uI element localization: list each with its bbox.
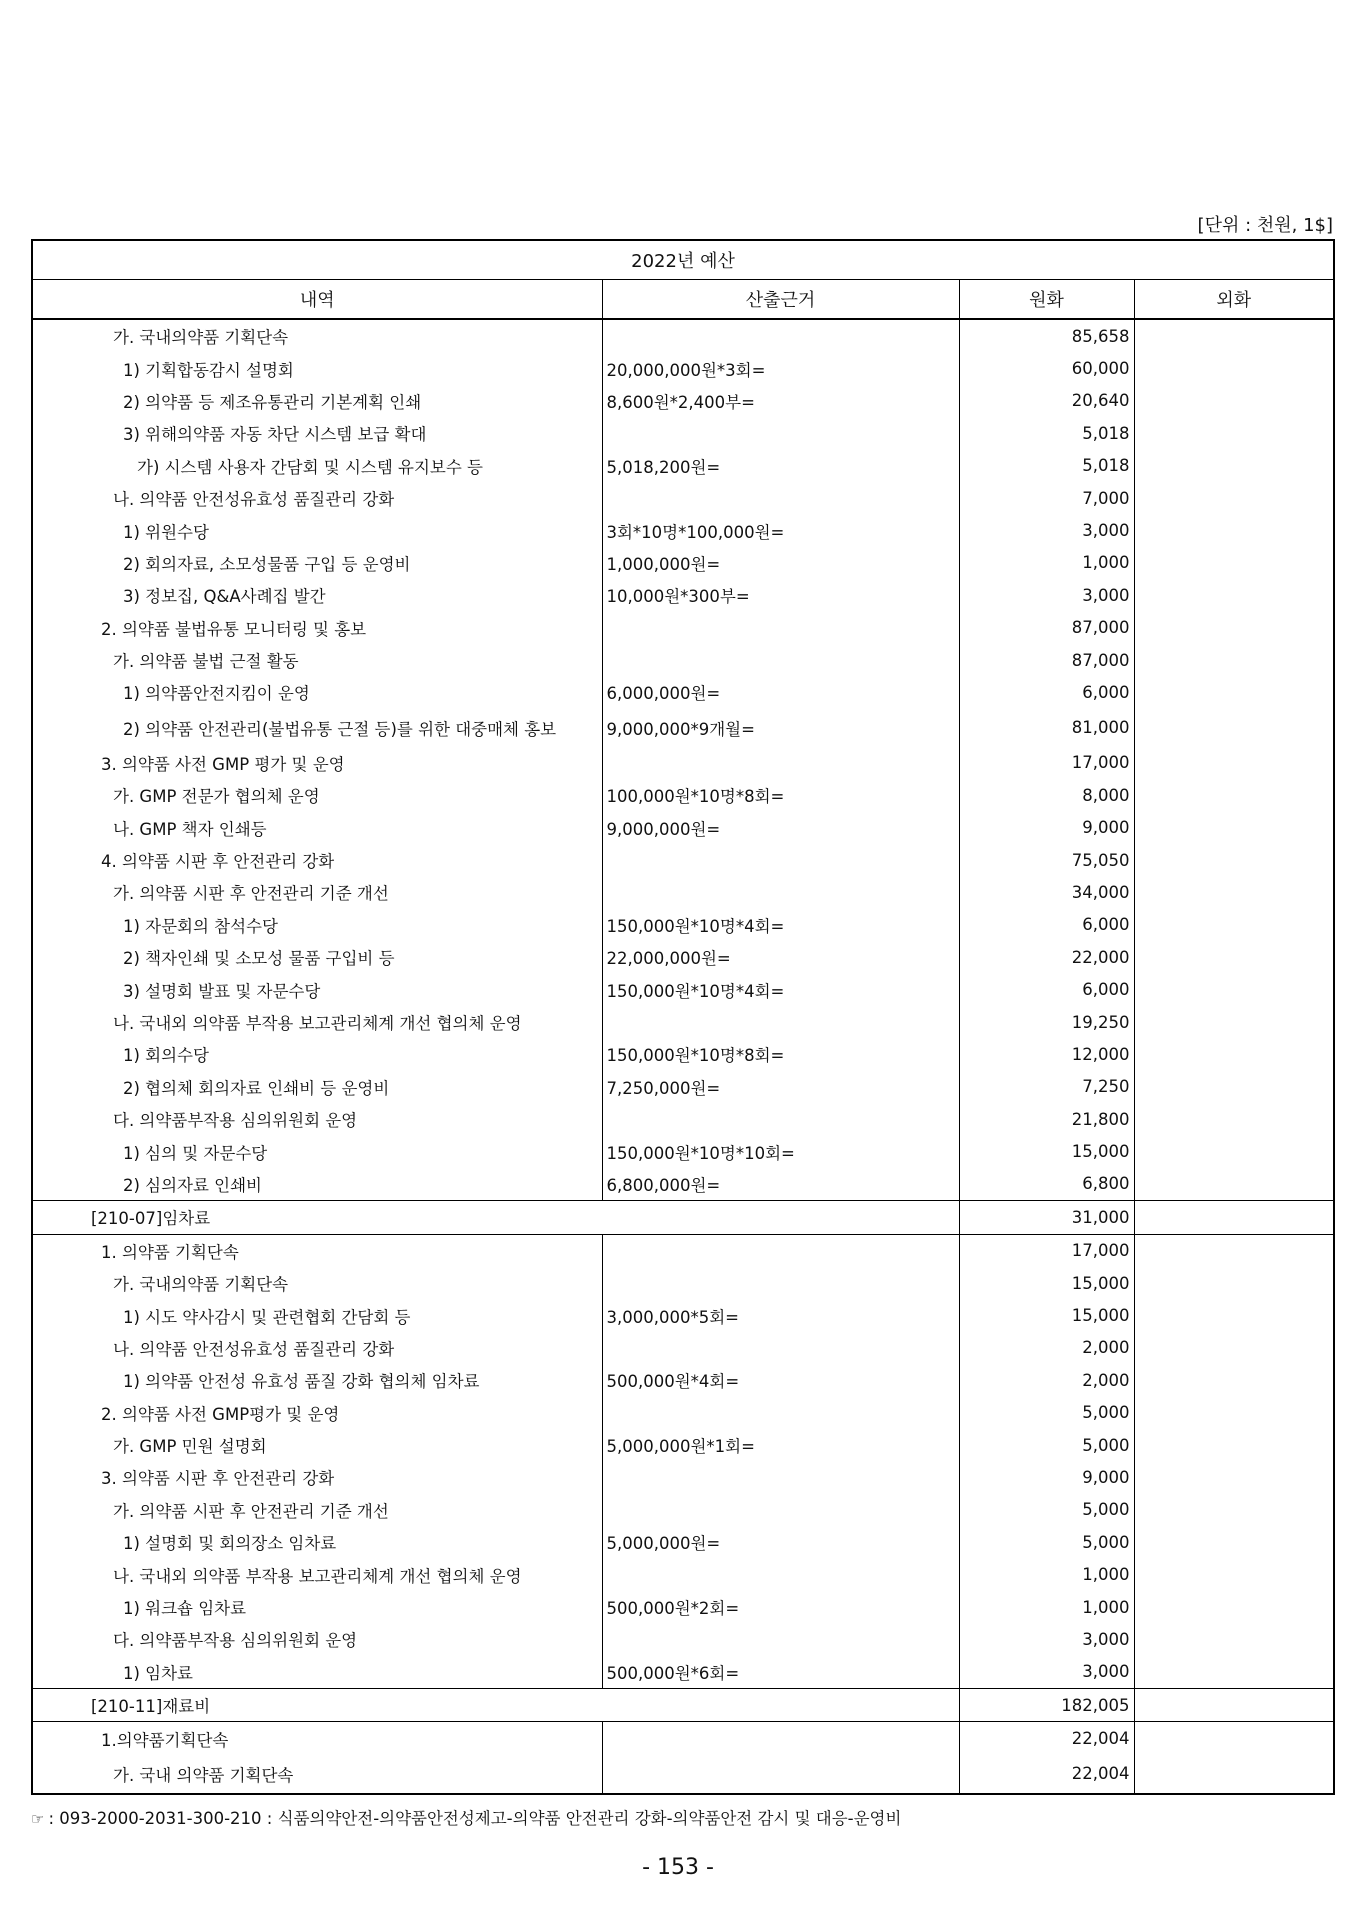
table-row	[32, 1623, 1334, 1655]
table-row	[32, 941, 1334, 973]
row-fx	[1134, 1656, 1334, 1689]
row-krw: 21,800	[959, 1103, 1134, 1135]
table-body	[32, 319, 1334, 1794]
row-krw: 5,018	[959, 450, 1134, 482]
row-krw: 3,000	[959, 514, 1134, 546]
row-krw: 15,000	[959, 1267, 1134, 1299]
row-fx	[1134, 1397, 1334, 1429]
row-item: 1) 시도 약사감시 및 관련협회 간담회 등	[32, 1299, 602, 1331]
row-fx	[1134, 417, 1334, 449]
row-fx	[1134, 1689, 1334, 1722]
row-krw: 22,004	[959, 1755, 1134, 1794]
row-fx	[1134, 1234, 1334, 1267]
row-item: 다. 의약품부작용 심의위원회 운영	[32, 1623, 602, 1655]
table-row	[32, 709, 1334, 747]
row-krw: 87,000	[959, 612, 1134, 644]
row-krw: 1,000	[959, 1558, 1134, 1590]
table-row	[32, 676, 1334, 708]
row-item: 1.의약품기획단속	[32, 1722, 602, 1755]
row-item: 1) 기획합동감시 설명회	[32, 352, 602, 384]
row-item: 1. 의약품 기획단속	[32, 1234, 602, 1267]
row-krw: 17,000	[959, 747, 1134, 779]
table-row	[32, 1135, 1334, 1167]
page-number: - 153 -	[642, 1855, 714, 1880]
row-krw: 7,250	[959, 1071, 1134, 1103]
section-title: [210-07]임차료	[32, 1201, 959, 1234]
row-basis	[602, 417, 959, 449]
row-basis	[602, 1267, 959, 1299]
row-item: 2. 의약품 불법유통 모니터링 및 홍보	[32, 612, 602, 644]
row-krw: 5,000	[959, 1494, 1134, 1526]
row-krw: 31,000	[959, 1201, 1134, 1234]
header-fx: 외화	[1134, 280, 1334, 320]
table-row	[32, 1397, 1334, 1429]
row-basis: 9,000,000*9개월=	[602, 709, 959, 747]
row-basis	[602, 1397, 959, 1429]
row-basis: 5,000,000원=	[602, 1526, 959, 1558]
row-item: 4. 의약품 시판 후 안전관리 강화	[32, 844, 602, 876]
row-krw: 8,000	[959, 779, 1134, 811]
row-item: 3) 설명회 발표 및 자문수당	[32, 973, 602, 1005]
row-item: 2) 회의자료, 소모성물품 구입 등 운영비	[32, 547, 602, 579]
row-fx	[1134, 1135, 1334, 1167]
row-basis	[602, 644, 959, 676]
row-krw: 20,640	[959, 385, 1134, 417]
row-item: 1) 워크숍 임차료	[32, 1591, 602, 1623]
row-fx	[1134, 612, 1334, 644]
row-fx	[1134, 352, 1334, 384]
row-fx	[1134, 1623, 1334, 1655]
table-row	[32, 1267, 1334, 1299]
row-krw: 81,000	[959, 709, 1134, 747]
footnote-text: : 093-2000-2031-300-210 : 식품의약안전-의약품안전성제고-의약품 안전관리 강화-의약품안전 감시 및 대응-운영비	[48, 1809, 902, 1828]
row-fx	[1134, 779, 1334, 811]
row-basis	[602, 1461, 959, 1493]
row-basis	[602, 612, 959, 644]
row-item: 1) 위원수당	[32, 514, 602, 546]
row-krw: 12,000	[959, 1038, 1134, 1070]
row-basis	[602, 1103, 959, 1135]
row-fx	[1134, 385, 1334, 417]
row-fx	[1134, 909, 1334, 941]
row-item: 가) 시스템 사용자 간담회 및 시스템 유지보수 등	[32, 450, 602, 482]
header-item: 내역	[32, 280, 602, 320]
table-row	[32, 1461, 1334, 1493]
row-krw: 60,000	[959, 352, 1134, 384]
table-row	[32, 417, 1334, 449]
table-row	[32, 1103, 1334, 1135]
row-item: 3) 위해의약품 자동 차단 시스템 보급 확대	[32, 417, 602, 449]
row-item: 1) 회의수당	[32, 1038, 602, 1070]
table-row	[32, 644, 1334, 676]
row-basis: 150,000원*10명*10회=	[602, 1135, 959, 1167]
table-row	[32, 747, 1334, 779]
table-row	[32, 1526, 1334, 1558]
row-fx	[1134, 1168, 1334, 1201]
table-row	[32, 385, 1334, 417]
row-krw: 15,000	[959, 1135, 1134, 1167]
row-item: 3. 의약품 시판 후 안전관리 강화	[32, 1461, 602, 1493]
table-row	[32, 579, 1334, 611]
table-row	[32, 1722, 1334, 1755]
row-basis: 150,000원*10명*8회=	[602, 1038, 959, 1070]
row-basis	[602, 1006, 959, 1038]
table-row	[32, 811, 1334, 843]
table-row	[32, 482, 1334, 514]
row-fx	[1134, 1526, 1334, 1558]
row-krw: 22,004	[959, 1722, 1134, 1755]
row-krw: 6,800	[959, 1168, 1134, 1201]
row-item: 나. 의약품 안전성유효성 품질관리 강화	[32, 1332, 602, 1364]
row-krw: 6,000	[959, 973, 1134, 1005]
row-krw: 34,000	[959, 876, 1134, 908]
table-row	[32, 1332, 1334, 1364]
row-fx	[1134, 1364, 1334, 1396]
section-row	[32, 1689, 1334, 1722]
row-krw: 1,000	[959, 547, 1134, 579]
row-item: 가. 의약품 시판 후 안전관리 기준 개선	[32, 1494, 602, 1526]
row-basis: 1,000,000원=	[602, 547, 959, 579]
row-basis: 5,000,000원*1회=	[602, 1429, 959, 1461]
table-row	[32, 319, 1334, 352]
row-fx	[1134, 1299, 1334, 1331]
row-fx	[1134, 1103, 1334, 1135]
row-fx	[1134, 676, 1334, 708]
row-krw: 22,000	[959, 941, 1134, 973]
row-fx	[1134, 579, 1334, 611]
table-row	[32, 450, 1334, 482]
row-krw: 182,005	[959, 1689, 1134, 1722]
row-item: 가. 국내의약품 기획단속	[32, 319, 602, 352]
row-fx	[1134, 876, 1334, 908]
table-row	[32, 1429, 1334, 1461]
row-basis: 500,000원*4회=	[602, 1364, 959, 1396]
row-basis	[602, 1558, 959, 1590]
row-item: 가. 국내 의약품 기획단속	[32, 1755, 602, 1794]
table-row	[32, 1494, 1334, 1526]
row-basis: 10,000원*300부=	[602, 579, 959, 611]
row-basis: 7,250,000원=	[602, 1071, 959, 1103]
row-krw: 5,000	[959, 1397, 1134, 1429]
row-item: 가. GMP 전문가 협의체 운영	[32, 779, 602, 811]
pointing-hand-icon: ☞	[31, 1810, 45, 1828]
table-row	[32, 1755, 1334, 1794]
row-basis	[602, 844, 959, 876]
row-basis: 5,018,200원=	[602, 450, 959, 482]
row-fx	[1134, 1591, 1334, 1623]
table-row	[32, 779, 1334, 811]
row-basis	[602, 1332, 959, 1364]
row-item: 1) 임차료	[32, 1656, 602, 1689]
row-krw: 3,000	[959, 1656, 1134, 1689]
row-krw: 5,018	[959, 417, 1134, 449]
table-row	[32, 1364, 1334, 1396]
row-krw: 2,000	[959, 1332, 1134, 1364]
row-basis: 500,000원*2회=	[602, 1591, 959, 1623]
row-basis: 6,800,000원=	[602, 1168, 959, 1201]
row-fx	[1134, 1461, 1334, 1493]
row-krw: 9,000	[959, 811, 1134, 843]
unit-label: [단위 : 천원, 1$]	[1197, 215, 1333, 236]
row-fx	[1134, 1755, 1334, 1794]
row-fx	[1134, 514, 1334, 546]
table-row	[32, 514, 1334, 546]
row-item: 나. 국내외 의약품 부작용 보고관리체계 개선 협의체 운영	[32, 1558, 602, 1590]
row-item: 나. GMP 책자 인쇄등	[32, 811, 602, 843]
row-fx	[1134, 319, 1334, 352]
table-row	[32, 547, 1334, 579]
row-basis	[602, 1722, 959, 1755]
table-row	[32, 352, 1334, 384]
row-fx	[1134, 1201, 1334, 1234]
row-basis: 150,000원*10명*4회=	[602, 973, 959, 1005]
budget-table	[31, 239, 1335, 1795]
row-fx	[1134, 1429, 1334, 1461]
table-row	[32, 1071, 1334, 1103]
row-fx	[1134, 973, 1334, 1005]
row-basis: 20,000,000원*3회=	[602, 352, 959, 384]
row-krw: 1,000	[959, 1591, 1134, 1623]
row-fx	[1134, 747, 1334, 779]
row-basis: 500,000원*6회=	[602, 1656, 959, 1689]
row-fx	[1134, 1006, 1334, 1038]
row-item: 나. 국내외 의약품 부작용 보고관리체계 개선 협의체 운영	[32, 1006, 602, 1038]
row-krw: 6,000	[959, 676, 1134, 708]
row-krw: 5,000	[959, 1526, 1134, 1558]
row-basis: 150,000원*10명*4회=	[602, 909, 959, 941]
row-item: 가. 의약품 시판 후 안전관리 기준 개선	[32, 876, 602, 908]
row-basis	[602, 747, 959, 779]
row-item: 다. 의약품부작용 심의위원회 운영	[32, 1103, 602, 1135]
row-fx	[1134, 1038, 1334, 1070]
row-basis	[602, 1623, 959, 1655]
table-row	[32, 1168, 1334, 1201]
row-fx	[1134, 547, 1334, 579]
row-fx	[1134, 844, 1334, 876]
header-krw: 원화	[959, 280, 1134, 320]
row-basis: 22,000,000원=	[602, 941, 959, 973]
row-basis: 9,000,000원=	[602, 811, 959, 843]
row-krw: 15,000	[959, 1299, 1134, 1331]
header-basis: 산출근거	[602, 280, 959, 320]
table-row	[32, 1299, 1334, 1331]
table-row	[32, 1656, 1334, 1689]
table-row	[32, 973, 1334, 1005]
row-item: 2. 의약품 사전 GMP평가 및 운영	[32, 1397, 602, 1429]
row-fx	[1134, 450, 1334, 482]
row-krw: 7,000	[959, 482, 1134, 514]
table-row	[32, 1038, 1334, 1070]
row-item: 2) 의약품 등 제조유통관리 기본계획 인쇄	[32, 385, 602, 417]
row-krw: 2,000	[959, 1364, 1134, 1396]
row-krw: 9,000	[959, 1461, 1134, 1493]
row-basis: 8,600원*2,400부=	[602, 385, 959, 417]
footnote	[31, 1805, 901, 1829]
row-basis	[602, 319, 959, 352]
row-item: 1) 자문회의 참석수당	[32, 909, 602, 941]
row-fx	[1134, 941, 1334, 973]
section-title: [210-11]재료비	[32, 1689, 959, 1722]
row-item: 가. 국내의약품 기획단속	[32, 1267, 602, 1299]
table-row	[32, 1006, 1334, 1038]
table-row	[32, 909, 1334, 941]
row-krw: 6,000	[959, 909, 1134, 941]
row-basis: 6,000,000원=	[602, 676, 959, 708]
row-krw: 87,000	[959, 644, 1134, 676]
table-row	[32, 876, 1334, 908]
row-item: 나. 의약품 안전성유효성 품질관리 강화	[32, 482, 602, 514]
row-basis: 100,000원*10명*8회=	[602, 779, 959, 811]
row-item: 1) 설명회 및 회의장소 임차료	[32, 1526, 602, 1558]
row-item: 2) 협의체 회의자료 인쇄비 등 운영비	[32, 1071, 602, 1103]
row-krw: 5,000	[959, 1429, 1134, 1461]
row-krw: 19,250	[959, 1006, 1134, 1038]
table-title: 2022년 예산	[32, 240, 1334, 280]
row-fx	[1134, 1332, 1334, 1364]
row-item: 3. 의약품 사전 GMP 평가 및 운영	[32, 747, 602, 779]
row-item: 1) 심의 및 자문수당	[32, 1135, 602, 1167]
row-krw: 3,000	[959, 579, 1134, 611]
row-krw: 75,050	[959, 844, 1134, 876]
row-fx	[1134, 1267, 1334, 1299]
row-basis	[602, 1494, 959, 1526]
row-item: 2) 의약품 안전관리(불법유통 근절 등)를 위한 대중매체 홍보	[32, 709, 602, 747]
row-item: 3) 정보집, Q&A사례집 발간	[32, 579, 602, 611]
row-krw: 17,000	[959, 1234, 1134, 1267]
row-item: 2) 심의자료 인쇄비	[32, 1168, 602, 1201]
table-row	[32, 612, 1334, 644]
table-row	[32, 1591, 1334, 1623]
row-item: 가. GMP 민원 설명회	[32, 1429, 602, 1461]
row-fx	[1134, 1071, 1334, 1103]
row-krw: 85,658	[959, 319, 1134, 352]
row-item: 1) 의약품안전지킴이 운영	[32, 676, 602, 708]
row-item: 가. 의약품 불법 근절 활동	[32, 644, 602, 676]
table-row	[32, 844, 1334, 876]
row-krw: 3,000	[959, 1623, 1134, 1655]
row-basis: 3,000,000*5회=	[602, 1299, 959, 1331]
row-basis	[602, 1234, 959, 1267]
table-row	[32, 1558, 1334, 1590]
row-item: 1) 의약품 안전성 유효성 품질 강화 협의체 임차료	[32, 1364, 602, 1396]
row-basis	[602, 482, 959, 514]
row-basis: 3회*10명*100,000원=	[602, 514, 959, 546]
row-fx	[1134, 644, 1334, 676]
table-row	[32, 1234, 1334, 1267]
row-fx	[1134, 811, 1334, 843]
row-fx	[1134, 482, 1334, 514]
row-basis	[602, 1755, 959, 1794]
row-fx	[1134, 709, 1334, 747]
row-item: 2) 책자인쇄 및 소모성 물품 구입비 등	[32, 941, 602, 973]
row-fx	[1134, 1494, 1334, 1526]
row-basis	[602, 876, 959, 908]
row-fx	[1134, 1558, 1334, 1590]
row-fx	[1134, 1722, 1334, 1755]
section-row	[32, 1201, 1334, 1234]
